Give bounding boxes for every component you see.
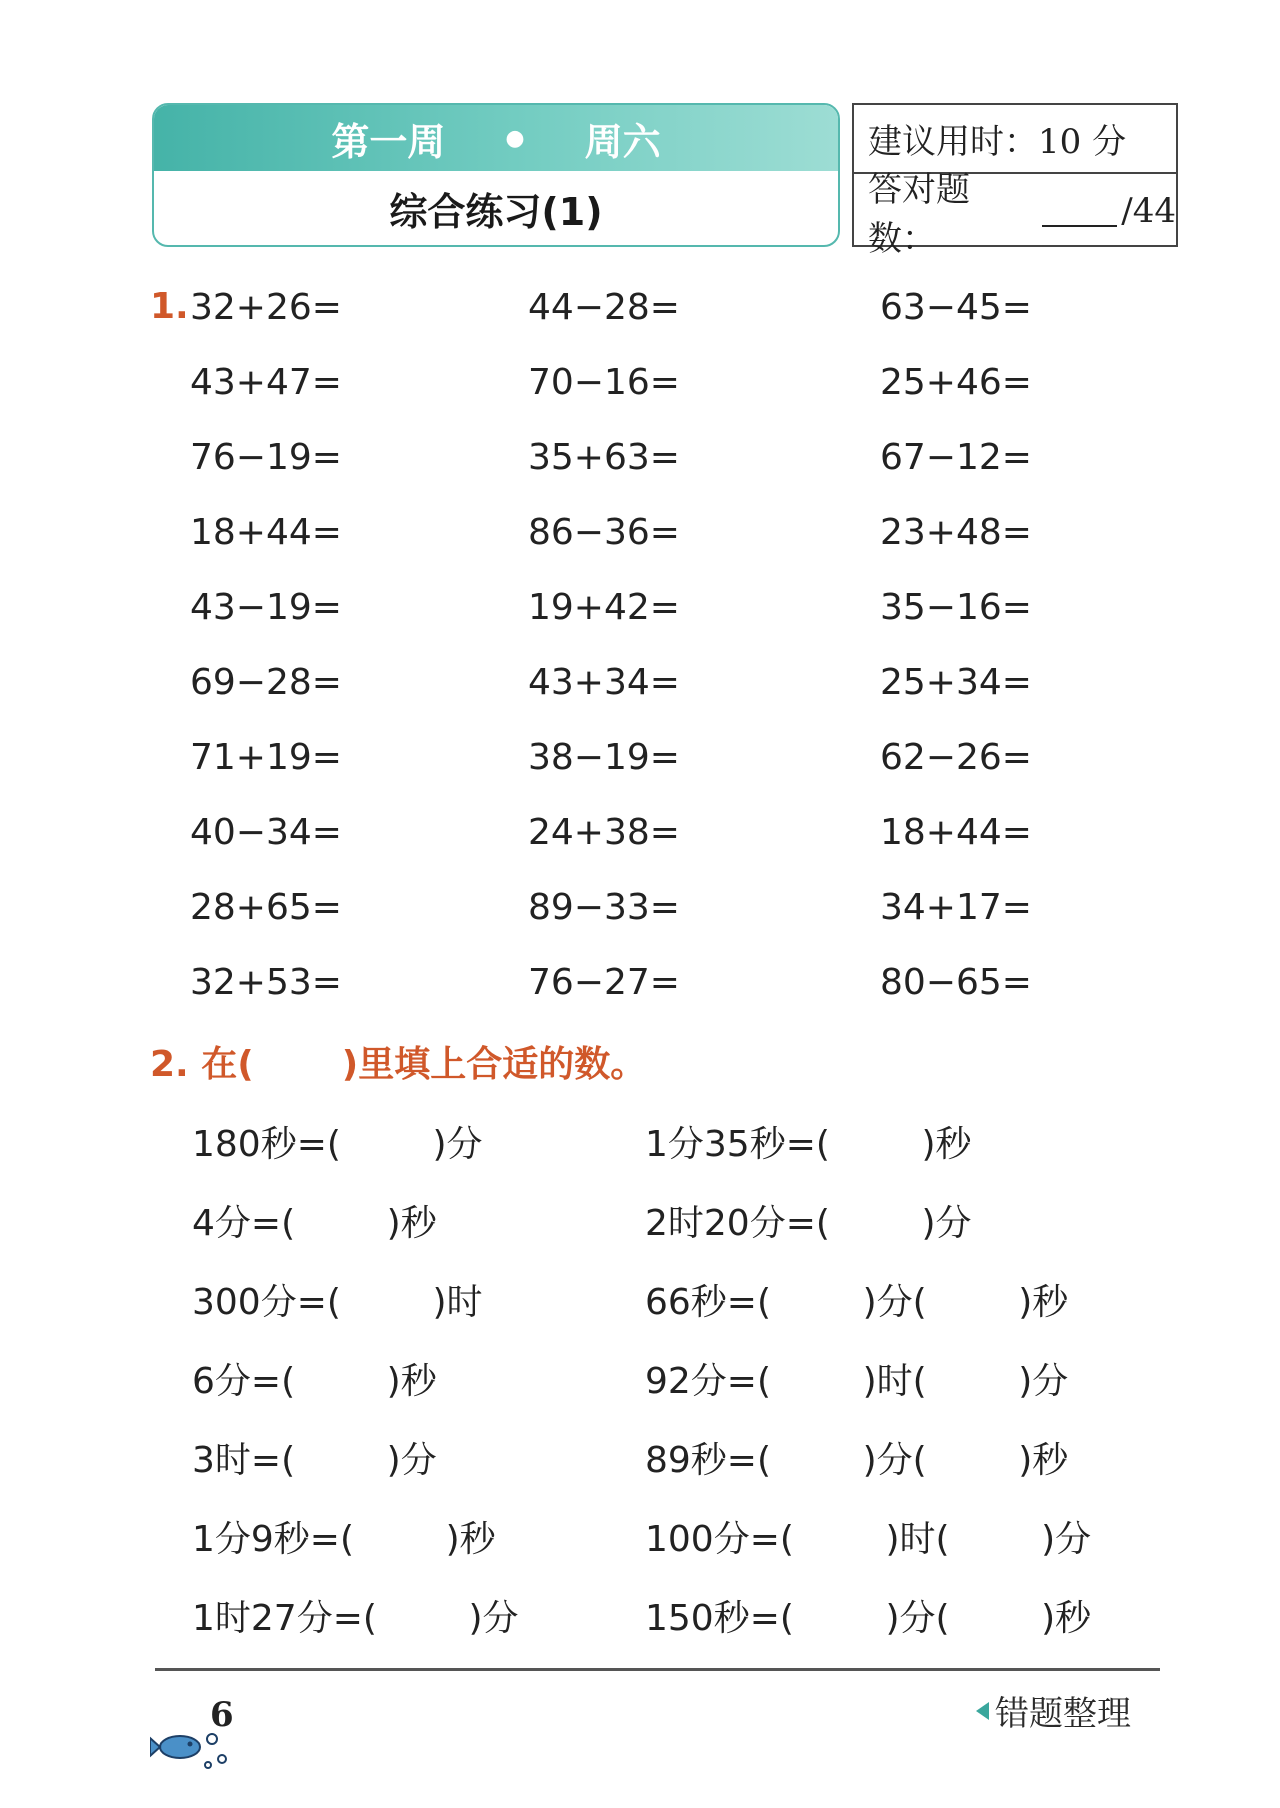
arithmetic-problem: 19+42= (528, 587, 680, 628)
time-conversion-problem: 1时27分=( )分 (192, 1598, 519, 1639)
section2-title-end: )里填上合适的数。 (341, 1044, 647, 1085)
section2-title (150, 1036, 646, 1087)
fish-icon (150, 1725, 240, 1775)
arithmetic-problem: 23+48= (880, 512, 1032, 553)
arithmetic-problem: 43+34= (528, 662, 680, 703)
arithmetic-problem: 76−19= (190, 437, 342, 478)
arithmetic-problem: 24+38= (528, 812, 680, 853)
arithmetic-problem: 80−65= (880, 962, 1032, 1003)
time-score-box (852, 103, 1178, 259)
time-conversion-problem: 150秒=( )分( )秒 (645, 1598, 1092, 1639)
arithmetic-problem: 86−36= (528, 512, 680, 553)
left-arrow-icon (976, 1702, 989, 1720)
time-conversion-problem: 1分35秒=( )秒 (645, 1124, 972, 1165)
arithmetic-problem: 76−27= (528, 962, 680, 1003)
time-conversion-problem: 3时=( )分 (192, 1440, 437, 1481)
arithmetic-problem: 89−33= (528, 887, 680, 928)
arithmetic-problem: 44−28= (528, 287, 680, 328)
arithmetic-problem: 40−34= (190, 812, 342, 853)
score-label: 答对题数： (868, 169, 970, 259)
time-conversion-problem: 300分=( )时 (192, 1282, 483, 1323)
section2-number: 2. (150, 1044, 189, 1085)
time-conversion-problem: 180秒=( )分 (192, 1124, 483, 1165)
time-conversion-problem: 66秒=( )分( )秒 (645, 1282, 1069, 1323)
page-title: 综合练习(1) (389, 189, 603, 234)
score-blank[interactable] (1042, 195, 1118, 227)
arithmetic-problem: 43+47= (190, 362, 342, 403)
header-week-row (154, 105, 838, 171)
arithmetic-problem: 38−19= (528, 737, 680, 778)
suggested-time: 建议用时：10 分 (854, 105, 1176, 174)
time-conversion-problem: 6分=( )秒 (192, 1361, 437, 1402)
day-label: 周六 (584, 119, 661, 164)
arithmetic-problem: 67−12= (880, 437, 1032, 478)
arithmetic-problem: 18+44= (880, 812, 1032, 853)
time-conversion-problem: 1分9秒=( )秒 (192, 1519, 496, 1560)
arithmetic-problem: 71+19= (190, 737, 342, 778)
page-number: 6 (210, 1695, 234, 1735)
time-conversion-problem: 92分=( )时( )分 (645, 1361, 1069, 1402)
time-conversion-problem: 89秒=( )分( )秒 (645, 1440, 1069, 1481)
arithmetic-problem: 43−19= (190, 587, 342, 628)
section2-title-start: 在( (201, 1044, 254, 1085)
arithmetic-problem: 70−16= (528, 362, 680, 403)
arithmetic-problem: 32+53= (190, 962, 342, 1003)
arithmetic-problem: 62−26= (880, 737, 1032, 778)
mistake-review-link[interactable] (976, 1686, 1131, 1735)
time-conversion-problem: 100分=( )时( )分 (645, 1519, 1092, 1560)
arithmetic-problem: 63−45= (880, 287, 1032, 328)
footer-divider (155, 1668, 1160, 1671)
arithmetic-problem: 69−28= (190, 662, 342, 703)
time-conversion-problem: 4分=( )秒 (192, 1203, 437, 1244)
arithmetic-problem: 32+26= (190, 287, 342, 328)
score-total: /44 (1121, 190, 1176, 231)
arithmetic-problem: 25+34= (880, 662, 1032, 703)
arithmetic-problem: 18+44= (190, 512, 342, 553)
time-conversion-problem: 2时20分=( )分 (645, 1203, 972, 1244)
arithmetic-problem: 25+46= (880, 362, 1032, 403)
arithmetic-problem: 28+65= (190, 887, 342, 928)
review-label: 错题整理 (995, 1694, 1131, 1734)
section1-number: 1. (150, 286, 189, 327)
dot-separator: ● (505, 125, 525, 151)
week-label: 第一周 (331, 119, 446, 164)
score-row (854, 169, 1176, 259)
header-banner (152, 103, 840, 247)
arithmetic-problem: 35−16= (880, 587, 1032, 628)
arithmetic-problem: 35+63= (528, 437, 680, 478)
arithmetic-problem: 34+17= (880, 887, 1032, 928)
